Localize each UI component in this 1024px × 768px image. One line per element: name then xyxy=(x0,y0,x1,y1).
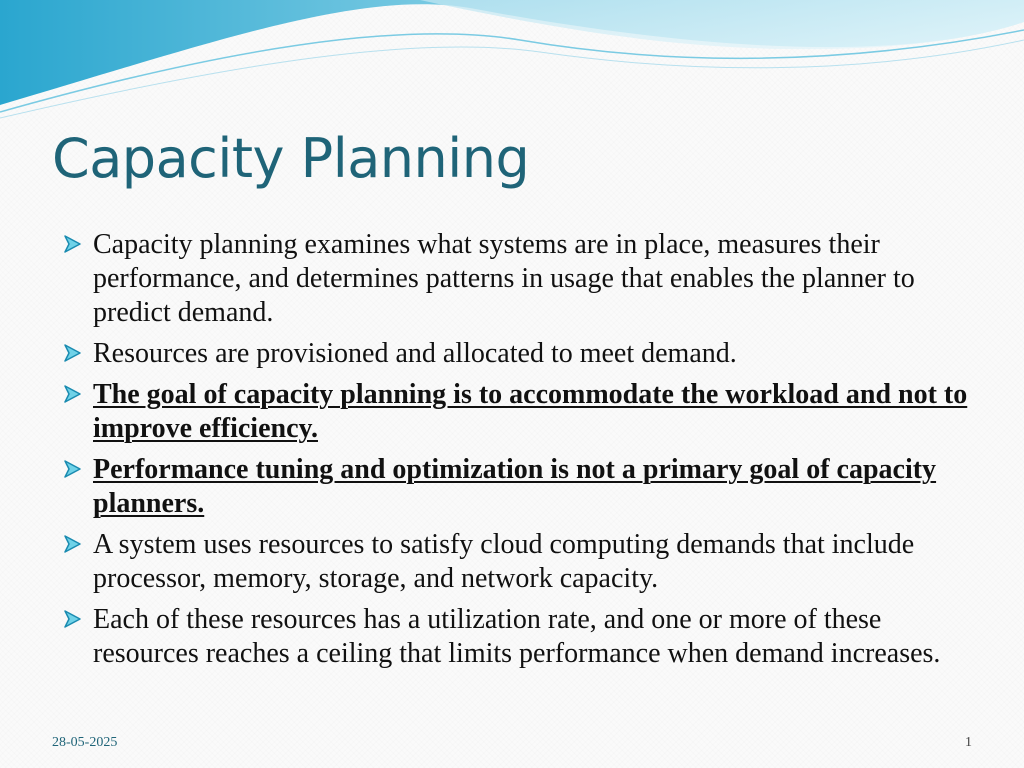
header-wave-decoration xyxy=(0,0,1024,120)
bullet-text-emphasized: The goal of capacity planning is to accommodate the workload and not to improve efficiency. xyxy=(93,379,968,444)
arrow-right-icon xyxy=(62,609,82,629)
slide-title: Capacity Planning xyxy=(52,127,530,190)
bullet-item xyxy=(62,528,972,596)
bullet-item xyxy=(62,228,972,330)
arrow-right-icon xyxy=(62,459,82,479)
arrow-right-icon xyxy=(62,534,82,554)
bullet-text: A system uses resources to satisfy cloud computing demands that include processor, memory, storage, and network capacity. xyxy=(93,529,915,594)
arrow-right-icon xyxy=(62,343,82,363)
footer-date: 28-05-2025 xyxy=(52,735,118,750)
arrow-right-icon xyxy=(62,384,82,404)
bullet-text-emphasized: Performance tuning and optimization is not a primary goal of capacity planners. xyxy=(93,454,937,519)
bullet-item xyxy=(62,603,972,671)
bullet-item xyxy=(62,378,972,446)
bullet-text: Each of these resources has a utilization rate, and one or more of these resources reaches a ceiling that limits performance when demand increases. xyxy=(93,604,941,669)
bullet-item xyxy=(62,453,972,521)
bullet-text: Capacity planning examines what systems are in place, measures their performance, and determines patterns in usage that enables the planner to predict demand. xyxy=(93,229,915,328)
arrow-right-icon xyxy=(62,234,82,254)
bullet-item xyxy=(62,337,972,371)
page-number: 1 xyxy=(965,735,972,750)
bullet-text: Resources are provisioned and allocated to meet demand. xyxy=(93,338,737,369)
bullet-list xyxy=(62,228,972,678)
